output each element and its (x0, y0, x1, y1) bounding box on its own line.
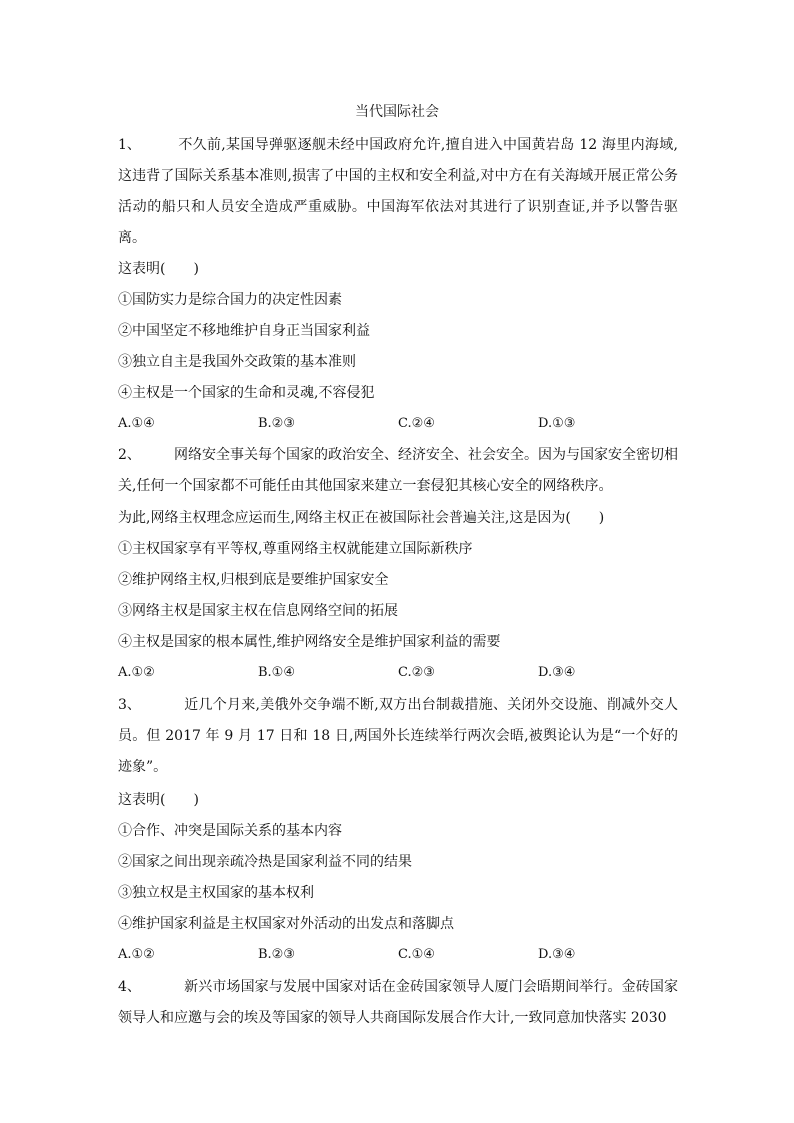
question-3-option-c[interactable]: C.①④ (398, 947, 435, 962)
question-1-option-d[interactable]: D.①③ (538, 416, 576, 431)
question-1-item-4: ④主权是一个国家的生命和灵魂,不容侵犯 (118, 385, 375, 401)
page-title: 当代国际社会 (355, 104, 439, 120)
question-4-stem (118, 972, 678, 1034)
question-2-option-a[interactable]: A.①② (118, 665, 155, 680)
question-4-text: 新兴市场国家与发展中国家对话在金砖国家领导人厦门会晤期间举行。金砖国家领导人和应邀与会的埃及等国家的领导人共商国际发展合作大计,一致同意加快落实 2030 (118, 979, 678, 1026)
question-3-text: 近几个月来,美俄外交争端不断,双方出台制裁措施、关闭外交设施、削减外交人员。但 2017 年 9 月 17 日和 18 日,两国外长连续举行两次会晤,被舆论认为是“一个好的迹象”。 (118, 697, 678, 775)
question-2-item-2: ②维护网络主权,归根到底是要维护国家安全 (118, 572, 389, 588)
question-4-number: 4、 (118, 979, 141, 995)
question-3-option-d[interactable]: D.③④ (538, 947, 576, 962)
question-3-option-b[interactable]: B.②③ (258, 947, 295, 962)
question-2-number: 2、 (118, 447, 141, 463)
question-2-prompt: 为此,网络主权理念应运而生,网络主权正在被国际社会普遍关注,这是因为( ) (118, 510, 605, 526)
question-3-stem (118, 690, 678, 783)
question-3-prompt: 这表明( ) (118, 792, 199, 808)
question-1-stem (118, 130, 678, 254)
question-1-option-b[interactable]: B.②③ (258, 416, 295, 431)
question-2-item-1: ①主权国家享有平等权,尊重网络主权就能建立国际新秩序 (118, 541, 473, 557)
question-1-prompt: 这表明( ) (118, 261, 199, 277)
question-1-item-3: ③独立自主是我国外交政策的基本准则 (118, 354, 356, 370)
question-3-option-a[interactable]: A.①② (118, 947, 155, 962)
question-1-text: 不久前,某国导弹驱逐舰未经中国政府允许,擅自进入中国黄岩岛 12 海里内海域,这违背了国际关系基本准则,损害了中国的主权和安全利益,对中方在有关海域开展正常公务活动的船只和人员安全造成严重威胁。中国海军依法对其进行了识别查证,并予以警告驱离。 (118, 137, 678, 246)
question-2-stem (118, 440, 678, 502)
question-2-text: 网络安全事关每个国家的政治安全、经济安全、社会安全。因为与国家安全密切相关,任何一个国家都不可能任由其他国家来建立一套侵犯其核心安全的网络秩序。 (118, 447, 678, 494)
question-3-item-4: ④维护国家利益是主权国家对外活动的出发点和落脚点 (118, 916, 454, 932)
question-2-option-b[interactable]: B.①④ (258, 665, 295, 680)
question-3-item-3: ③独立权是主权国家的基本权利 (118, 885, 314, 901)
question-1-item-1: ①国防实力是综合国力的决定性因素 (118, 292, 342, 308)
question-3-number: 3、 (118, 697, 141, 713)
question-2-option-d[interactable]: D.③④ (538, 665, 576, 680)
question-1-option-a[interactable]: A.①④ (118, 416, 155, 431)
question-1-item-2: ②中国坚定不移地维护自身正当国家利益 (118, 323, 370, 339)
question-2-option-c[interactable]: C.②③ (398, 665, 435, 680)
question-2-item-4: ④主权是国家的根本属性,维护网络安全是维护国家利益的需要 (118, 634, 501, 650)
question-2-item-3: ③网络主权是国家主权在信息网络空间的拓展 (118, 603, 398, 619)
question-1-option-c[interactable]: C.②④ (398, 416, 435, 431)
question-3-item-1: ①合作、冲突是国际关系的基本内容 (118, 823, 342, 839)
question-3-item-2: ②国家之间出现亲疏冷热是国家利益不同的结果 (118, 854, 412, 870)
question-1-number: 1、 (118, 137, 141, 153)
